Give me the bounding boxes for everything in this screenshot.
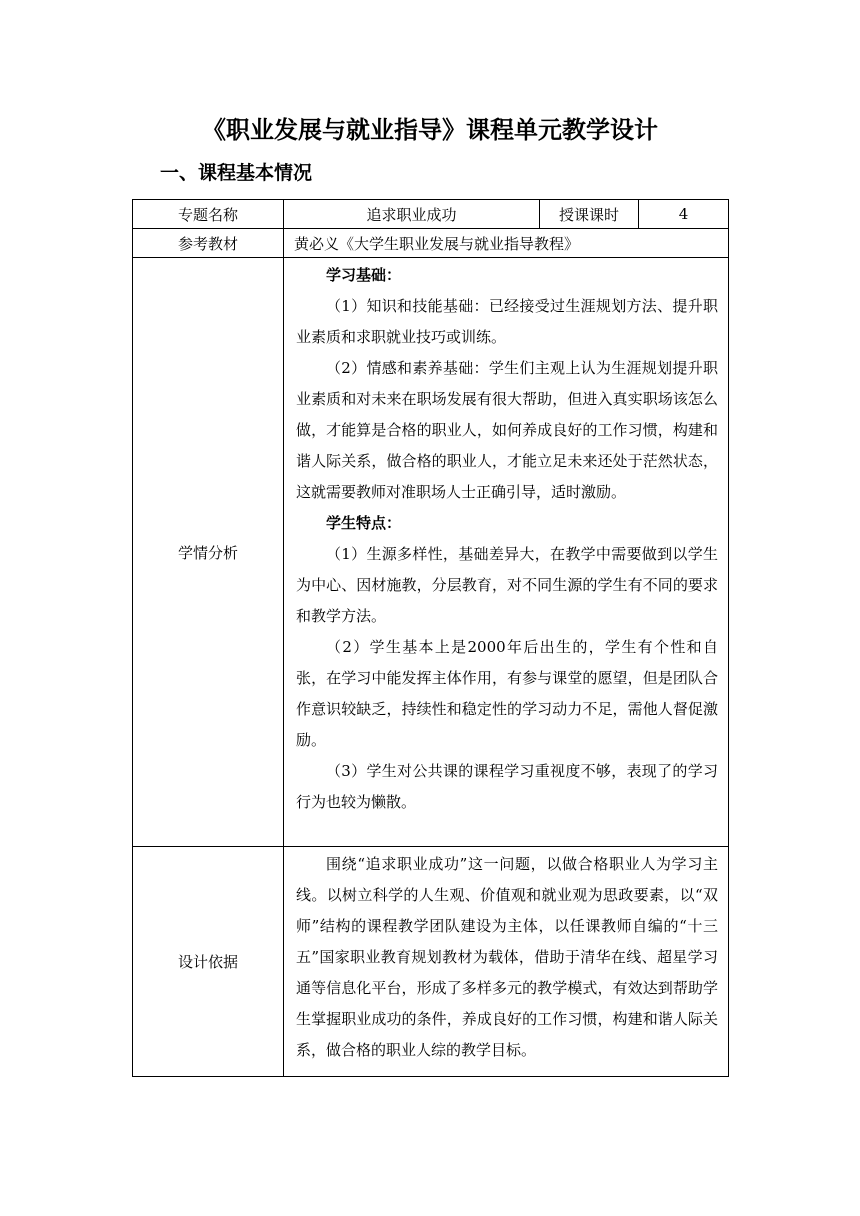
analysis-content: [284, 258, 729, 847]
table-row-topic: [133, 200, 729, 229]
hours-value: 4: [639, 200, 729, 229]
textbook-value: 黄必义《大学生职业发展与就业指导教程》: [284, 229, 729, 258]
table-row-basis: [133, 847, 729, 1077]
basis-label: 设计依据: [133, 847, 284, 1077]
analysis-paragraph: 学生特点：: [326, 514, 402, 532]
analysis-paragraph: （2）情感和素养基础：学生们主观上认为生涯规划提升职业素质和对未来在职场发展有很大帮助，但进入真实职场该怎么做，才能算是合格的职业人，如何养成良好的工作习惯，构建和谐人际关系，做合格的职业人，才能立足未来还处于茫然状态，这就需要教师对准职场人士正确引导，适时激励。: [296, 359, 718, 501]
topic-value: 追求职业成功: [284, 200, 540, 229]
analysis-paragraph: （2）学生基本上是2000年后出生的，学生有个性和自张，在学习中能发挥主体作用，有参与课堂的愿望，但是团队合作意识较缺乏，持续性和稳定性的学习动力不足，需他人督促激励。: [296, 638, 718, 749]
analysis-paragraph: 学习基础：: [326, 266, 402, 284]
document-title: 《职业发展与就业指导》课程单元教学设计: [202, 116, 658, 144]
table-row-textbook: [133, 229, 729, 258]
analysis-paragraph: （3）学生对公共课的课程学习重视度不够，表现了的学习行为也较为懒散。: [296, 762, 718, 811]
topic-label: 专题名称: [133, 200, 284, 229]
analysis-paragraph: （1）知识和技能基础：已经接受过生涯规划方法、提升职业素质和求职就业技巧或训练。: [296, 297, 718, 346]
textbook-label: 参考教材: [133, 229, 284, 258]
course-info-table: [132, 199, 729, 1077]
table-row-analysis: [133, 258, 729, 847]
analysis-paragraph: （1）生源多样性，基础差异大，在教学中需要做到以学生为中心、因材施教，分层教育，对不同生源的学生有不同的要求和教学方法。: [296, 545, 718, 625]
hours-label: 授课课时: [540, 200, 639, 229]
section-heading: 一、课程基本情况: [160, 162, 313, 184]
analysis-label: 学情分析: [133, 258, 284, 847]
basis-paragraph: 围绕“追求职业成功”这一问题，以做合格职业人为学习主线。以树立科学的人生观、价值观和就业观为思政要素，以“双师”结构的课程教学团队建设为主体，以任课教师自编的“十三五”国家职业教育规划教材为载体，借助于清华在线、超星学习通等信息化平台，形成了多样多元的教学模式，有效达到帮助学生掌握职业成功的条件，养成良好的工作习惯，构建和谐人际关系，做合格的职业人综的教学目标。: [296, 855, 718, 1059]
basis-content: [284, 847, 729, 1077]
